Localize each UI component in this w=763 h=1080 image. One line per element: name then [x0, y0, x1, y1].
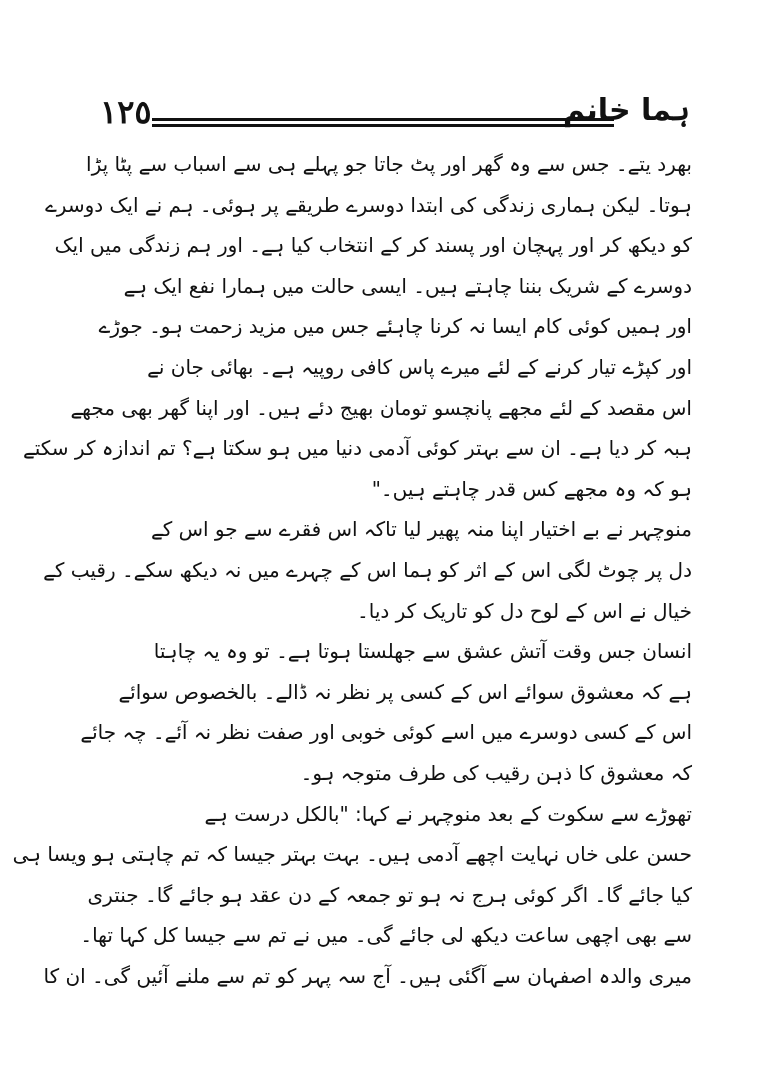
text-line: میری والدہ اصفہان سے آگئی ہیں۔ آج سہ پہر کو تم سے ملنے آئیں گی۔ ان کا — [43, 963, 692, 988]
text-line: ہوتا۔ لیکن ہماری زندگی کی ابتدا دوسرے طریقے پر ہوئی۔ ہم نے ایک دوسرے — [45, 192, 692, 217]
text-line: سے بھی اچھی ساعت دیکھ لی جائے گی۔ میں نے تم سے جیسا کل کہا تھا۔ — [80, 923, 692, 948]
text-line: بھرد یتے۔ جس سے وہ گھر اور پٹ جاتا جو پہلے ہی سے اسباب سے پٹا پڑا — [86, 152, 692, 176]
text-line: تھوڑے سے سکوت کے بعد منوچہر نے کہا: "بالکل درست ہے — [204, 801, 692, 826]
text-line: کہ معشوق کا ذہن رقیب کی طرف متوجہ ہو۔ — [300, 760, 692, 785]
text-line: منوچہر نے بے اختیار اپنا منہ پھیر لیا تاکہ اس فقرے سے جو اس کے — [151, 517, 692, 542]
text-line: کو دیکھ کر اور پہچان اور پسند کر کے انتخاب کیا ہے۔ اور ہم زندگی میں ایک — [54, 233, 692, 258]
body-text — [12, 144, 692, 996]
text-line: ہے کہ معشوق سوائے اس کے کسی پر نظر نہ ڈالے۔ بالخصوص سوائے — [118, 679, 692, 704]
text-line: ہو کہ وہ مجھے کس قدر چاہتے ہیں۔" — [371, 476, 692, 501]
text-line: دل پر چوٹ لگی اس کے اثر کو ہما اس کے چہرے میں نہ دیکھ سکے۔ رقیب کے — [43, 557, 692, 582]
text-line: اور کپڑے تیار کرنے کے لئے میرے پاس کافی روپیہ ہے۔ بھائی جان نے — [147, 354, 692, 379]
text-line: اور ہمیں کوئی کام ایسا نہ کرنا چاہئے جس میں مزید زحمت ہو۔ جوڑے — [98, 314, 692, 339]
text-line: انسان جس وقت آتش عشق سے جھلستا ہوتا ہے۔ تو وہ یہ چاہتا — [153, 639, 692, 664]
text-line: دوسرے کے شریک بننا چاہتے ہیں۔ ایسی حالت میں ہمارا نفع ایک ہے — [123, 273, 692, 298]
text-line: ہبہ کر دیا ہے۔ ان سے بہتر کوئی آدمی دنیا میں ہو سکتا ہے؟ تم اندازہ کر سکتے — [23, 436, 692, 461]
text-line: حسن علی خاں نہایت اچھے آدمی ہیں۔ بہت بہتر جیسا کہ تم چاہتی ہو ویسا ہی — [12, 842, 692, 867]
page-number: ١٢٥ — [100, 93, 152, 131]
text-line: کیا جائے گا۔ اگر کوئی ہرج نہ ہو تو جمعہ کے دن عقد ہو جائے گا۔ جنتری — [87, 882, 692, 907]
running-title: ہما خانم — [562, 93, 690, 128]
text-line: اس کے کسی دوسرے میں اسے کوئی خوبی اور صفت نظر نہ آئے۔ چہ جائے — [80, 720, 692, 745]
text-line: خیال نے اس کے لوح دل کو تاریک کر دیا۔ — [357, 598, 692, 623]
text-line: اس مقصد کے لئے مجھے پانچسو تومان بھیج دئے ہیں۔ اور اپنا گھر بھی مجھے — [70, 395, 692, 420]
page-header — [100, 92, 690, 140]
header-rule — [152, 118, 614, 127]
